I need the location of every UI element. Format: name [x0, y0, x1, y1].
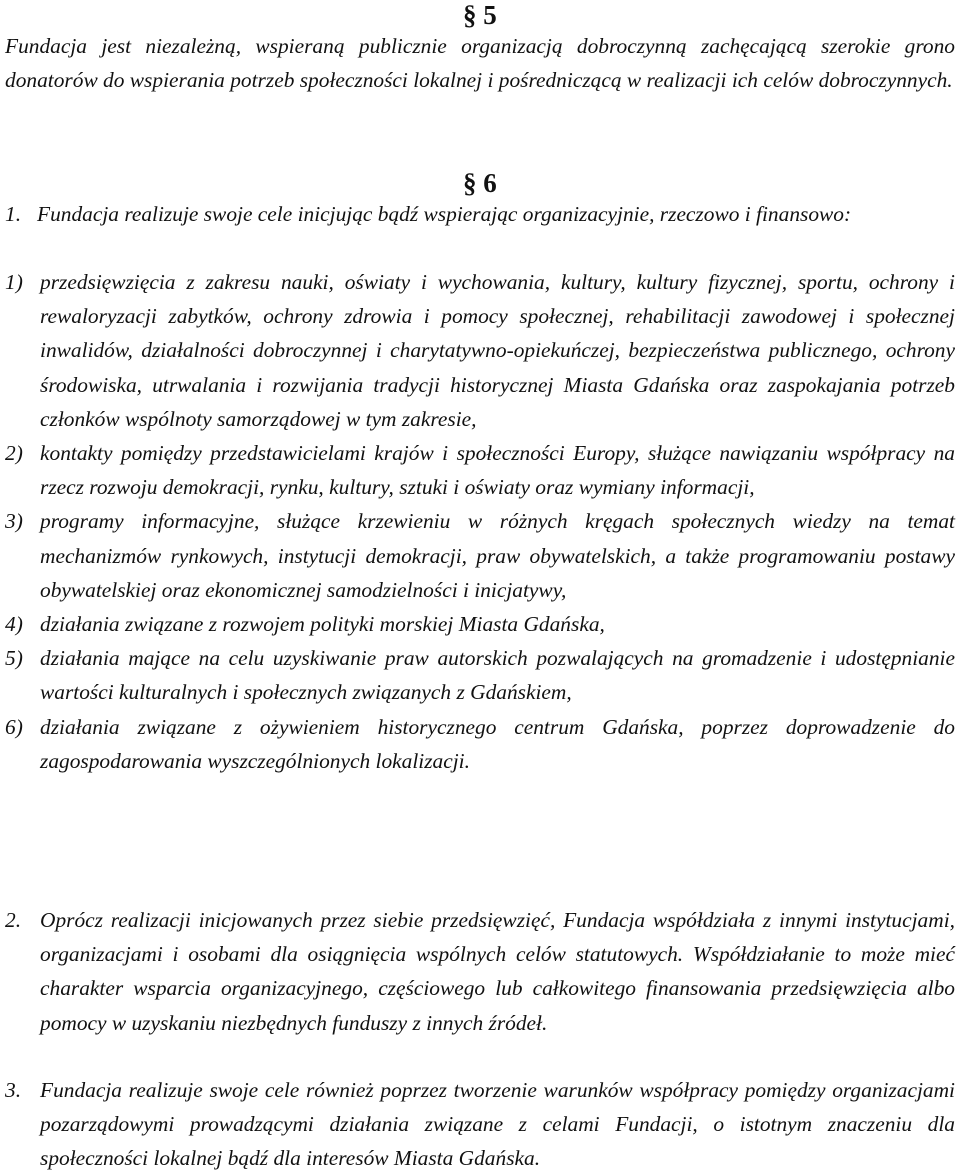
list-item [5, 641, 955, 709]
paragraph-2-text: Oprócz realizacji inicjowanych przez siebie przedsięwzięć, Fundacja współdziała z innymi instytucjami, organizacjami i osobami dla osiągnięcia wspólnych celów statutowych. Współdziałanie to może mieć charakter wsparcia organizacyjnego, częściowego lub całkowitego finansowania przedsięwzięcia albo pomocy w uzyskaniu niezbędnych funduszy z innych źródeł. [40, 908, 955, 1035]
list-item [5, 504, 955, 607]
list-item [5, 436, 955, 504]
list-item-number: 6) [5, 714, 23, 739]
paragraph-3-number: 3. [5, 1078, 22, 1102]
activities-list [5, 265, 955, 778]
section-5-heading: § 5 [463, 0, 497, 30]
paragraph-1-intro: Fundacja realizuje swoje cele inicjując bądź wspierając organizacyjnie, rzeczowo i finansowo: [37, 202, 852, 226]
list-item-number: 5) [5, 646, 23, 671]
paragraph-3-text: Fundacja realizuje swoje cele również poprzez tworzenie warunków współpracy pomiędzy organizacjami pozarządowymi prowadzącymi działania związane z celami Fundacji, o istotnym znaczeniu dla społeczności lokalnej bądź dla interesów Miasta Gdańska. [40, 1078, 955, 1171]
list-item-number: 4) [5, 612, 23, 637]
section-5-text: Fundacja jest niezależną, wspieraną publicznie organizacją dobroczynną zachęcającą szerokie grono donatorów do wspierania potrzeb społeczności lokalnej i pośredniczącą w realizacji ich celów dobroczynnych. [5, 34, 955, 93]
list-item-text: kontakty pomiędzy przedstawicielami krajów i społeczności Europy, służące nawiązaniu współpracy na rzecz rozwoju demokracji, rynku, kultury, sztuki i oświaty oraz wymiany informacji, [40, 441, 955, 500]
paragraph-2-number: 2. [5, 908, 22, 932]
list-item-text: działania związane z rozwojem polityki morskiej Miasta Gdańska, [40, 612, 605, 637]
paragraph-1 [5, 197, 955, 231]
list-item-number: 1) [5, 270, 23, 294]
list-item-number: 3) [5, 509, 23, 534]
list-item-text: przedsięwzięcia z zakresu nauki, oświaty i wychowania, kultury, kultury fizycznej, sportu, ochrony i rewaloryzacji zabytków, ochrony zdrowia i pomocy społecznej, rehabilitacji zawodowej i społecznej inwalidów, działalności dobroczynnej i charytatywno-opiekuńczej, bezpieczeństwa publicznego, ochrony środowiska, utrwalania i rozwijania tradycji historycznej Miasta Gdańska oraz zaspokajania potrzeb członków wspólnoty samorządowej w tym zakresie, [40, 270, 955, 431]
list-item-text: działania mające na celu uzyskiwanie praw autorskich pozwalających na gromadzenie i udostępnianie wartości kulturalnych i społecznych związanych z Gdańskiem, [40, 646, 955, 705]
paragraph-2 [5, 903, 955, 1040]
list-item [5, 710, 955, 778]
paragraph-1-number: 1. [5, 202, 22, 226]
paragraph-3 [5, 1073, 955, 1176]
list-item-text: działania związane z ożywieniem historycznego centrum Gdańska, poprzez doprowadzenie do zagospodarowania wyszczególnionych lokalizacji. [40, 714, 955, 773]
list-item [5, 607, 955, 641]
list-item-number: 2) [5, 441, 23, 466]
list-item-text: programy informacyjne, służące krzewieniu w różnych kręgach społecznych wiedzy na temat mechanizmów rynkowych, instytucji demokracji, praw obywatelskich, a także programowaniu postawy obywatelskiej oraz ekonomicznej samodzielności i inicjatywy, [40, 509, 955, 602]
section-6-heading: § 6 [463, 168, 497, 198]
list-item [5, 265, 955, 436]
